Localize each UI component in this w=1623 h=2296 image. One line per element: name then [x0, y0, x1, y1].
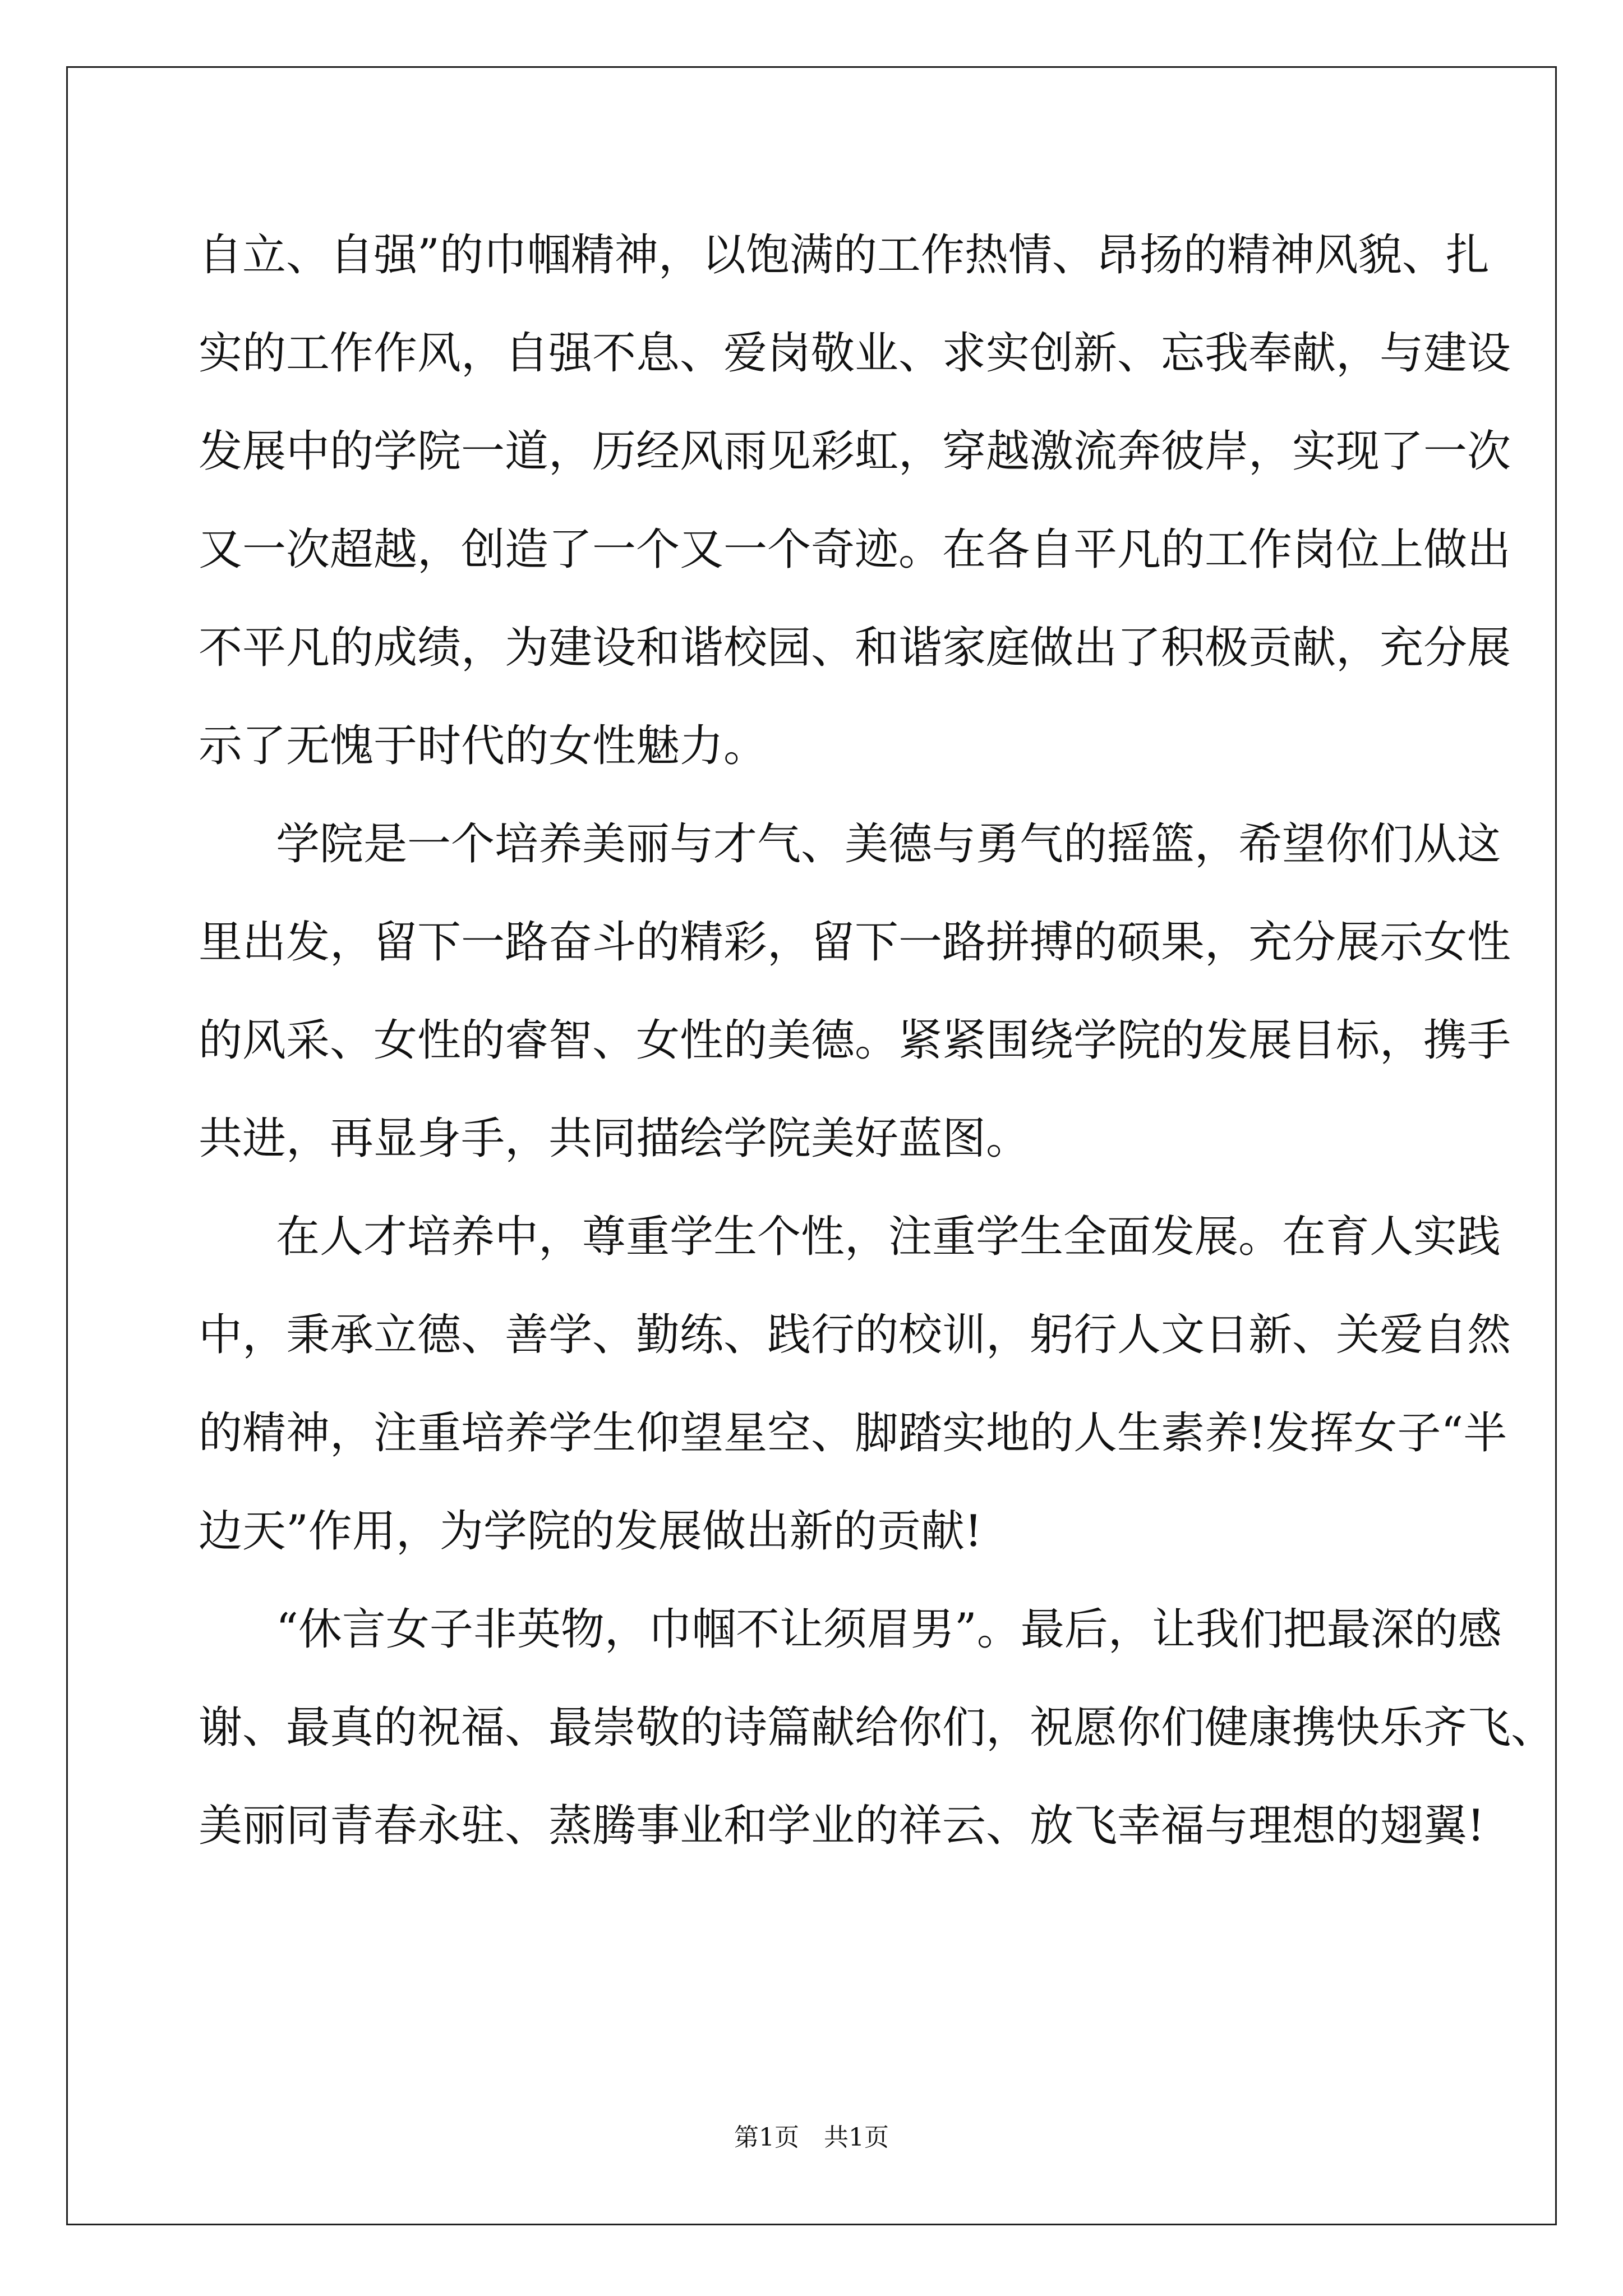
paragraph-first-line: “休言女子非英物，巾帼不让须眉男”。最后，让我们把最深的感 [276, 1604, 1502, 1655]
text-line: 边天”作用，为学院的发展做出新的贡献! [199, 1506, 983, 1557]
text-line: 示了无愧于时代的女性魅力。 [199, 721, 768, 771]
text-line: 中，秉承立德、善学、勤练、践行的校训，躬行人文日新、关爱自然 [199, 1310, 1511, 1360]
text-line: 不平凡的成绩，为建设和谐校园、和谐家庭做出了积极贡献，充分展 [199, 623, 1511, 673]
paragraph-first-line: 学院是一个培养美丽与才气、美德与勇气的摇篮，希望你们从这 [276, 819, 1501, 869]
text-line: 谢、最真的祝福、最崇敬的诗篇献给你们，祝愿你们健康携快乐齐飞、 [199, 1703, 1555, 1753]
text-line: 实的工作作风，自强不息、爱岗敬业、求实创新、忘我奉献，与建设 [199, 328, 1511, 379]
text-line: 又一次超越，创造了一个又一个奇迹。在各自平凡的工作岗位上做出 [199, 524, 1511, 575]
text-line: 自立、自强”的巾帼精神，以饱满的工作热情、昂扬的精神风貌、扎 [199, 230, 1490, 280]
text-line: 的精神，注重培养学生仰望星空、脚踏实地的人生素养!发挥女子“半 [199, 1408, 1507, 1458]
text-line: 共进，再显身手，共同描绘学院美好蓝图。 [199, 1114, 1030, 1164]
paragraph-first-line: 在人才培养中，尊重学生个性，注重学生全面发展。在育人实践 [276, 1212, 1501, 1262]
page-footer: 第1页 共1页 [734, 2123, 889, 2152]
text-line: 美丽同青春永驻、蒸腾事业和学业的祥云、放飞幸福与理想的翅翼! [199, 1801, 1485, 1851]
text-line: 发展中的学院一道，历经风雨见彩虹，穿越激流奔彼岸，实现了一次 [199, 426, 1511, 477]
text-line: 里出发，留下一路奋斗的精彩，留下一路拼搏的硕果，充分展示女性 [199, 917, 1511, 968]
text-line: 的风采、女性的睿智、女性的美德。紧紧围绕学院的发展目标，携手 [199, 1015, 1511, 1066]
